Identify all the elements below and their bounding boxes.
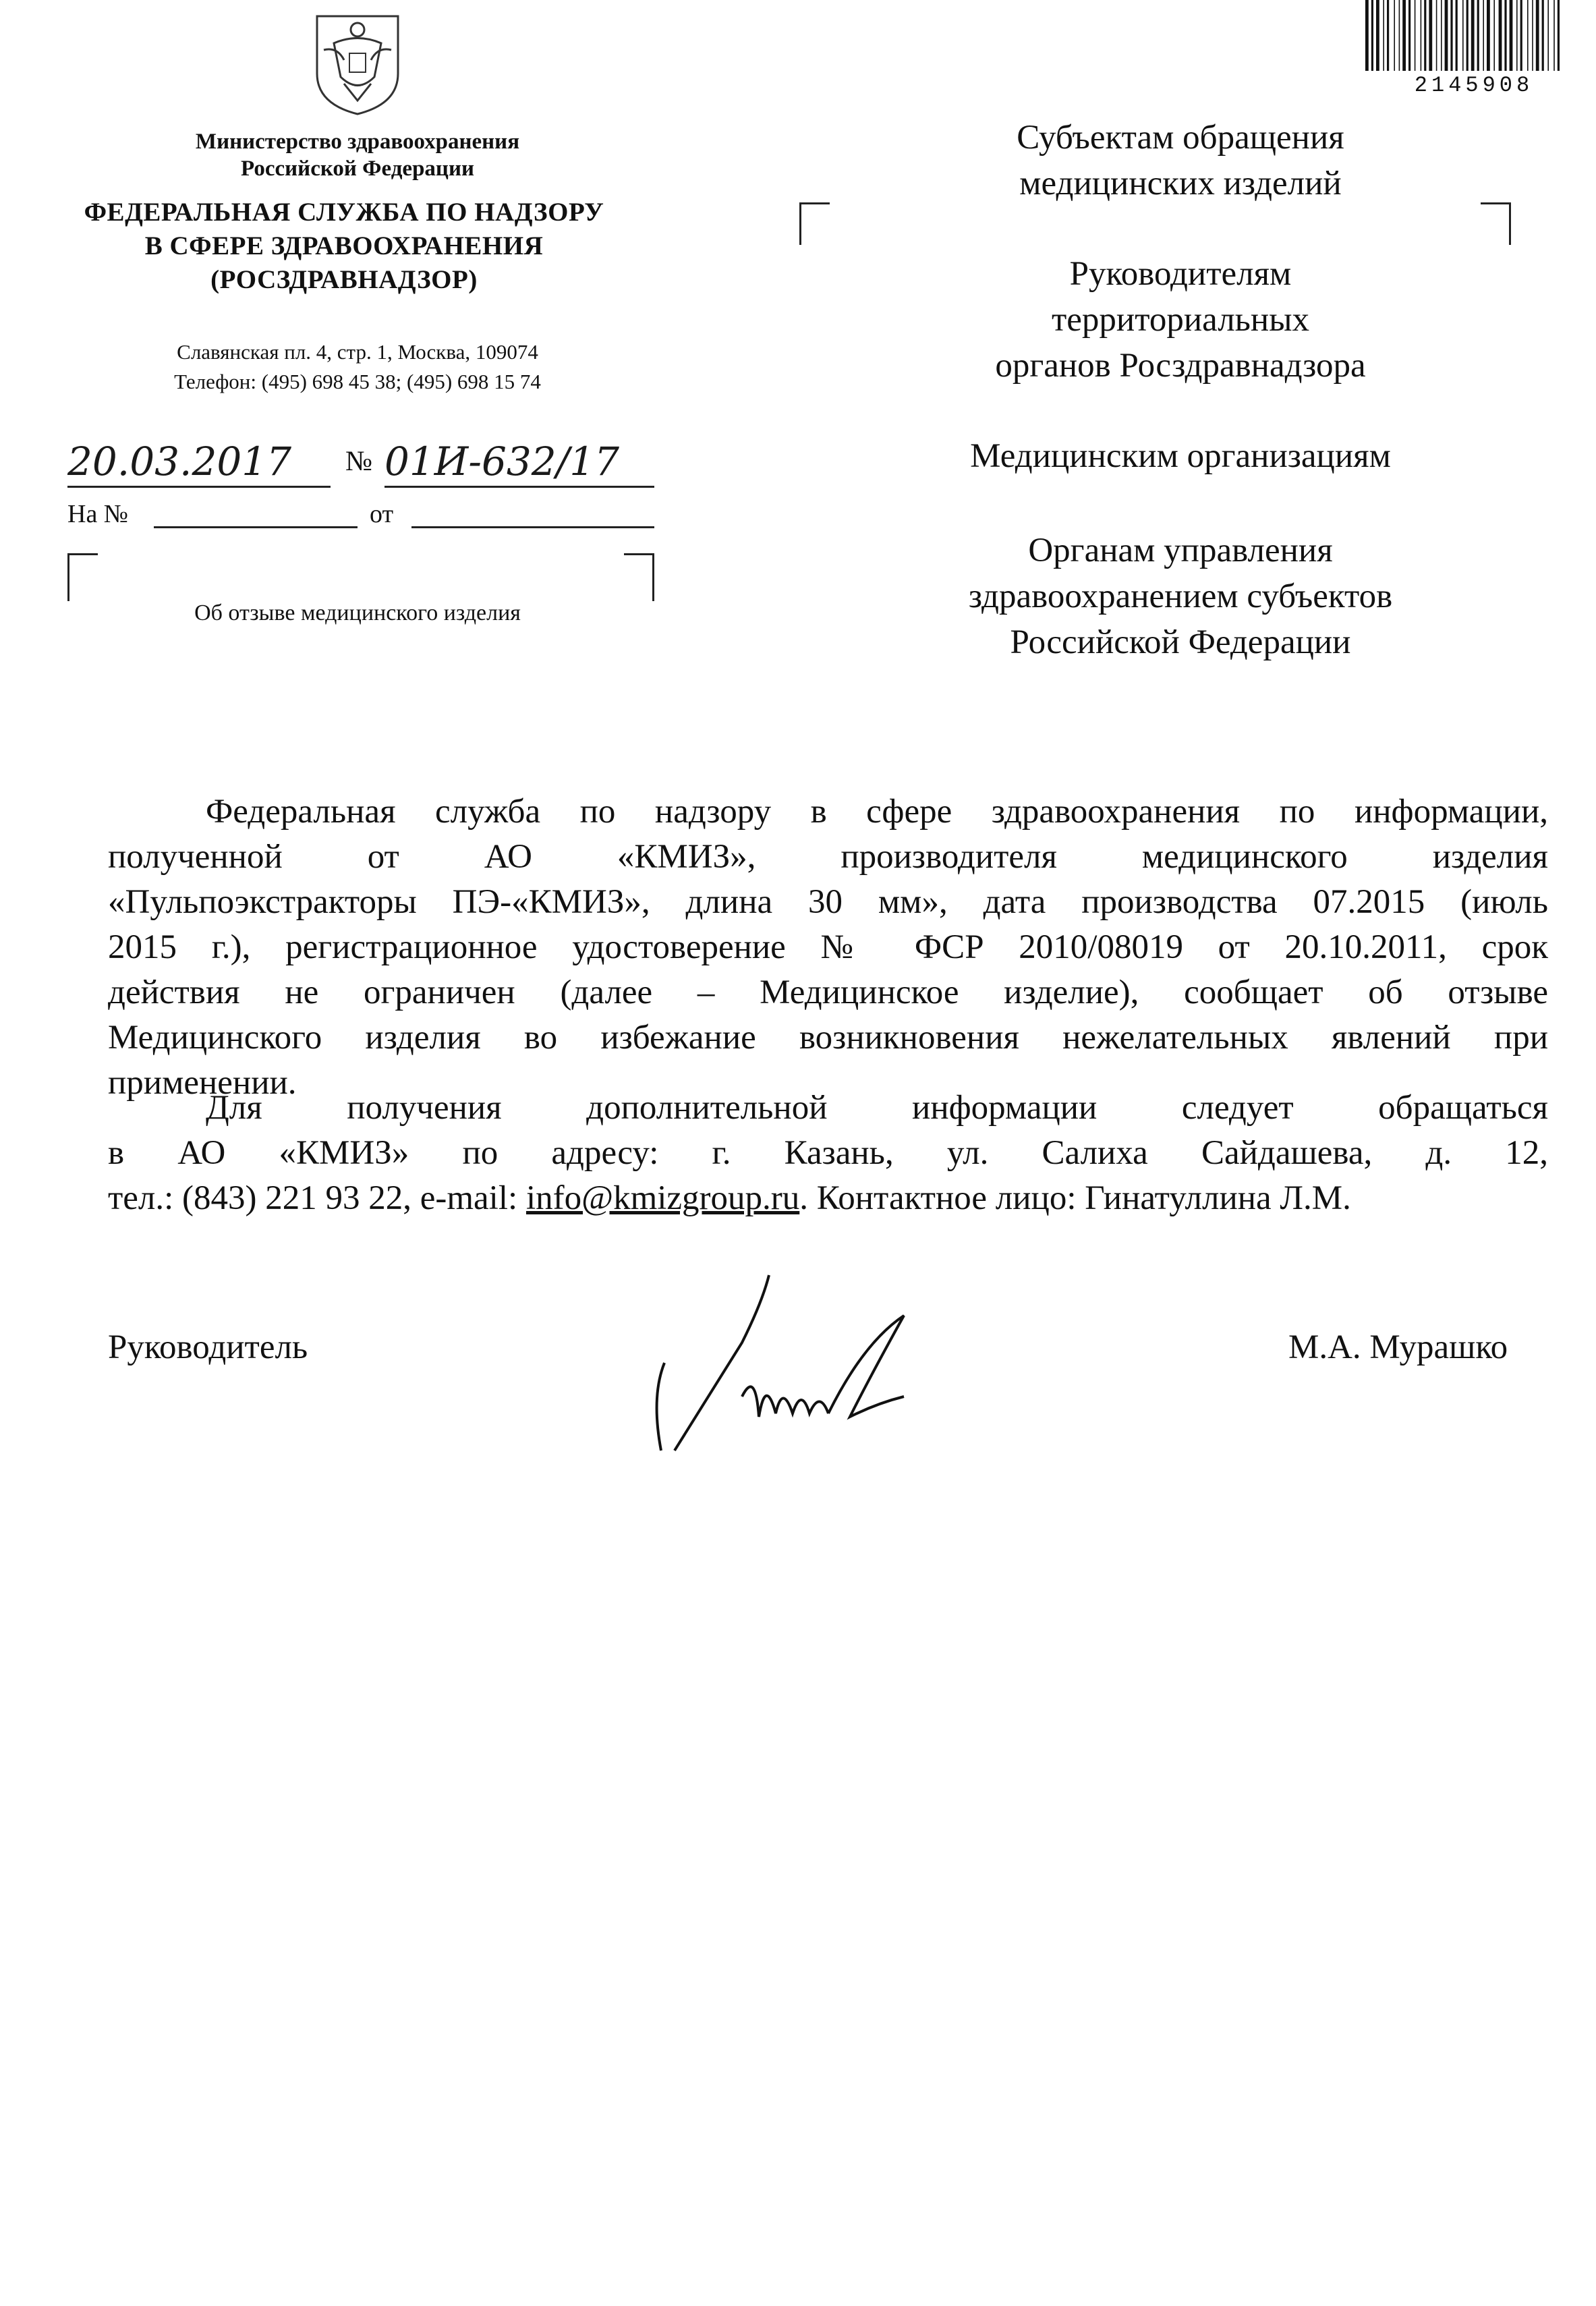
service-line-2: В СФЕРЕ ЗДРАВООХРАНЕНИЯ	[144, 231, 544, 260]
barcode-bar	[1429, 0, 1432, 71]
barcode-bar	[1415, 0, 1416, 71]
address: Славянская пл. 4, стр. 1, Москва, 109074	[177, 340, 538, 364]
barcode-bar	[1477, 0, 1479, 71]
barcode-bar	[1466, 0, 1469, 71]
barcode-bar	[1504, 0, 1506, 71]
barcode-bar	[1532, 0, 1533, 71]
from-date-blank	[411, 498, 654, 528]
service-line-3: (РОСЗДРАВНАДЗОР)	[210, 265, 478, 294]
barcode-number: 2145908	[1414, 73, 1534, 98]
barcode-bar	[1558, 0, 1560, 71]
barcode-bar	[1462, 0, 1464, 71]
barcode-bar	[1371, 0, 1373, 71]
body-p1-line-1: Федеральная служба по надзору в сфере здравоохранения по информации,	[206, 793, 1548, 831]
ministry-line-1: Министерство здравоохранения	[195, 130, 520, 154]
recipient-2-line-1: Руководителям	[1069, 255, 1292, 293]
barcode-bar	[1536, 0, 1539, 71]
ref-number-blank	[154, 498, 358, 528]
subject: Об отзыве медицинского изделия	[194, 600, 521, 625]
barcode	[1363, 0, 1565, 74]
recipient-4-line-1: Органам управления	[1028, 532, 1333, 569]
body-p1-line-3: «Пульпоэкстракторы ПЭ-«КМИЗ», длина 30 мм», дата производства 07.2015 (июль	[108, 883, 1548, 921]
email-link[interactable]: info@kmizgroup.ru	[525, 1179, 800, 1217]
barcode-bar	[1424, 0, 1426, 71]
signatory-title: Руководитель	[108, 1328, 308, 1366]
registration-date: 20.03.2017	[67, 439, 331, 488]
barcode-bar	[1383, 0, 1384, 71]
barcode-bar	[1483, 0, 1484, 71]
barcode-bar	[1487, 0, 1490, 71]
body-p1-line-4: 2015 г.), регистрационное удостоверение № ФСР 2010/08019 от 20.10.2011, срок	[108, 928, 1548, 966]
recipients-bracket-right	[1481, 202, 1511, 245]
barcode-bar	[1376, 0, 1379, 71]
recipient-2-line-2: территориальных	[1052, 301, 1309, 339]
barcode-bar	[1394, 0, 1395, 71]
body-p2-line-1: Для получения дополнительной информации следует обращаться	[206, 1089, 1548, 1127]
barcode-bar	[1436, 0, 1437, 71]
signatory-name: М.А. Мурашко	[1288, 1328, 1508, 1366]
barcode-bar	[1402, 0, 1406, 71]
body-p1-line-2: полученной от АО «КМИЗ», производителя медицинского изделия	[108, 838, 1548, 876]
barcode-bar	[1456, 0, 1458, 71]
phone: Телефон: (495) 698 45 38; (495) 698 15 74	[174, 370, 541, 393]
registration-number: 01И-632/17	[384, 439, 654, 488]
barcode-bar	[1441, 0, 1442, 71]
body-p2-line-2: в АО «КМИЗ» по адресу: г. Казань, ул. Салиха Сайдашева, д. 12,	[108, 1134, 1548, 1172]
recipient-1-line-1: Субъектам обращения	[1017, 119, 1344, 157]
barcode-bar	[1499, 0, 1502, 71]
barcode-bar	[1527, 0, 1529, 71]
barcode-bar	[1471, 0, 1475, 71]
recipient-2-line-3: органов Росздравнадзора	[995, 347, 1366, 385]
ref-label: На №	[67, 500, 129, 528]
barcode-bar	[1547, 0, 1549, 71]
barcode-bar	[1450, 0, 1452, 71]
recipients-bracket-left	[799, 202, 830, 245]
barcode-bar	[1510, 0, 1513, 71]
barcode-bar	[1542, 0, 1544, 71]
barcode-bar	[1421, 0, 1422, 71]
subject-bracket-left	[67, 553, 98, 601]
handwritten-signature	[648, 1262, 951, 1464]
body-p1-line-5: действия не ограничен (далее – Медицинское изделие), сообщает об отзыве	[108, 974, 1548, 1011]
coat-of-arms-icon	[304, 9, 411, 117]
barcode-bar	[1516, 0, 1518, 71]
barcode-bar	[1493, 0, 1495, 71]
body-p1-line-6: Медицинского изделия во избежание возникновения нежелательных явлений при	[108, 1019, 1548, 1057]
barcode-bar	[1408, 0, 1410, 71]
subject-bracket-right	[624, 553, 654, 601]
recipient-4-line-2: здравоохранением субъектов	[968, 578, 1393, 615]
barcode-bar	[1399, 0, 1400, 71]
recipient-1-line-2: медицинских изделий	[1019, 165, 1342, 202]
barcode-bar	[1445, 0, 1448, 71]
service-line-1: ФЕДЕРАЛЬНАЯ СЛУЖБА ПО НАДЗОРУ	[84, 198, 604, 227]
from-label: от	[370, 500, 394, 528]
recipient-3-line-1: Медицинским организациям	[970, 437, 1391, 475]
barcode-bar	[1520, 0, 1522, 71]
barcode-bar	[1554, 0, 1555, 71]
number-sign: №	[345, 446, 373, 477]
recipient-4-line-3: Российской Федерации	[1010, 623, 1351, 661]
body-p2-line-3: тел.: (843) 221 93 22, e-mail: info@kmizgroup.ru. Контактное лицо: Гинатуллина Л.М.	[108, 1179, 1351, 1217]
ministry-line-2: Российской Федерации	[241, 157, 474, 181]
body-p1-line-7: применении.	[108, 1064, 297, 1102]
barcode-bar	[1387, 0, 1389, 71]
barcode-bar	[1365, 0, 1369, 71]
